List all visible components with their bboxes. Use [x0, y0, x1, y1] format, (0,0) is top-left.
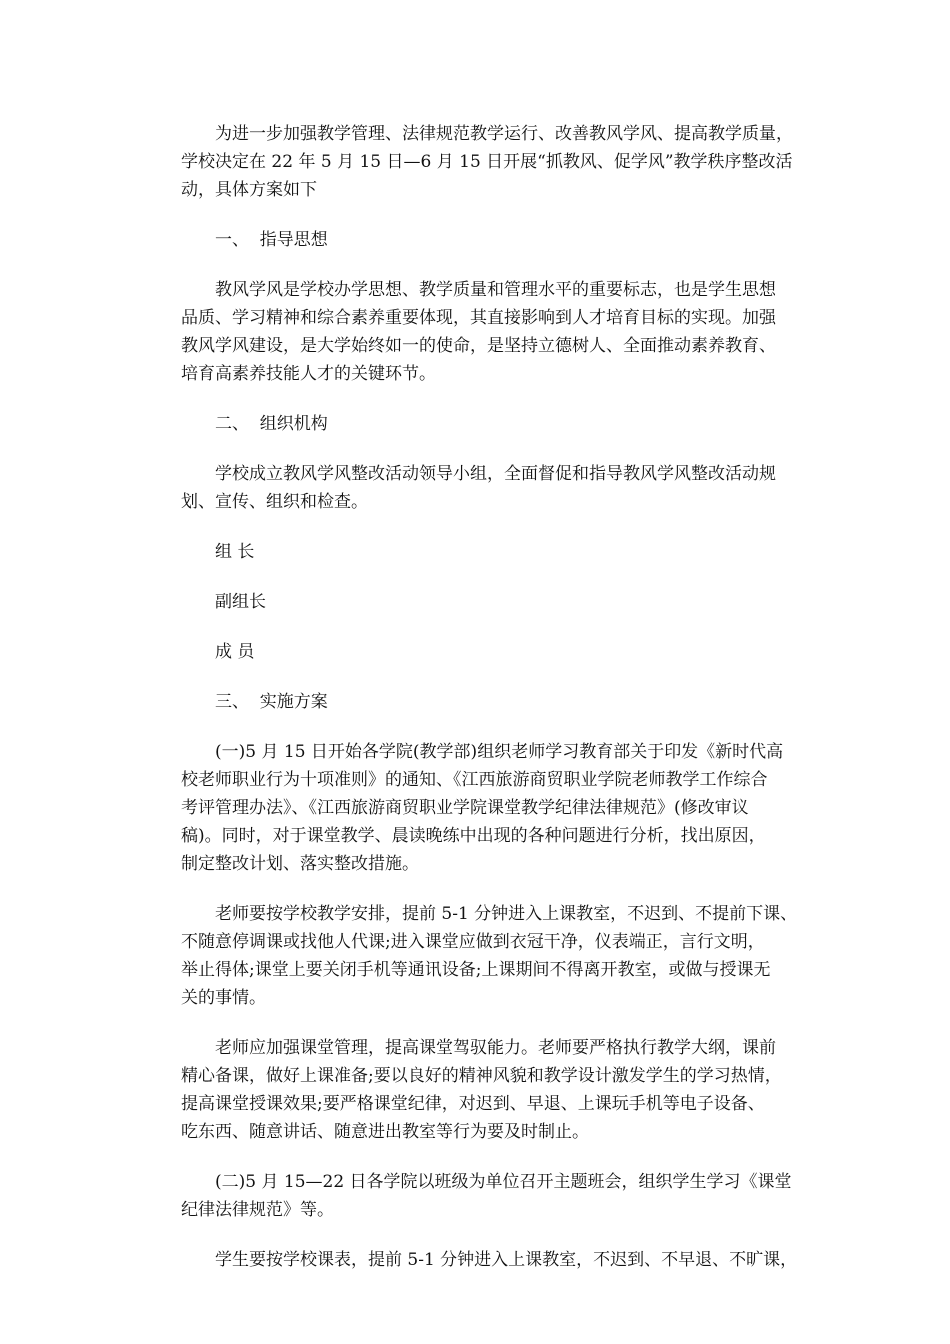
classroom-management-paragraph: [181, 1034, 781, 1146]
section-heading-guiding-thought: 一、 指导思想: [215, 230, 328, 250]
text-line: 学校决定在 22 年 5 月 15 日—6 月 15 日开展“抓教风、促学风”教学秩序整改活: [181, 152, 793, 172]
text-line: 划、宣传、组织和检查。: [181, 492, 368, 512]
text-line: 培育高素养技能人才的关键环节。: [181, 364, 436, 384]
text-line: 提高课堂授课效果;要严格课堂纪律，对迟到、早退、上课玩手机等电子设备、: [181, 1094, 765, 1114]
document-body: [181, 120, 798, 1296]
text-line: 老师要按学校教学安排，提前 5-1 分钟进入上课教室，不迟到、不提前下课、: [215, 904, 798, 924]
text-line: 举止得体;课堂上要关闭手机等通讯设备;上课期间不得离开教室，或做与授课无: [181, 960, 771, 980]
intro-paragraph: [181, 120, 793, 204]
section-heading-organization: 二、 组织机构: [215, 414, 328, 434]
role-deputy-leader: 副组长: [215, 592, 266, 612]
section-heading-implementation: 三、 实施方案: [215, 692, 328, 712]
text-line: 老师应加强课堂管理，提高课堂驾驭能力。老师要严格执行教学大纲，课前: [215, 1038, 776, 1058]
text-line: 关的事情。: [181, 988, 266, 1008]
implementation-paragraph-2: [181, 1168, 792, 1224]
guiding-thought-paragraph: [181, 276, 781, 388]
text-line: (一)5 月 15 日开始各学院(教学部)组织老师学习教育部关于印发《新时代高: [215, 742, 784, 762]
text-line: 品质、学习精神和综合素养重要体现，其直接影响到人才培育目标的实现。加强: [181, 308, 776, 328]
text-line: (二)5 月 15—22 日各学院以班级为单位召开主题班会，组织学生学习《课堂: [215, 1172, 792, 1192]
text-line: 学校成立教风学风整改活动领导小组，全面督促和指导教风学风整改活动规: [215, 464, 776, 484]
student-requirements-paragraph: [181, 1246, 798, 1274]
organization-paragraph: [181, 460, 781, 516]
text-line: 教风学风是学校办学思想、教学质量和管理水平的重要标志，也是学生思想: [215, 280, 776, 300]
text-line: 稿)。同时，对于课堂教学、晨读晚练中出现的各种问题进行分析，找出原因，: [181, 826, 766, 846]
role-leader: 组 长: [215, 542, 255, 562]
text-line: 动，具体方案如下: [181, 180, 317, 200]
text-line: 学生要按学校课表，提前 5-1 分钟进入上课教室，不迟到、不早退、不旷课，: [215, 1250, 798, 1270]
text-line: 精心备课，做好上课准备;要以良好的精神风貌和教学设计激发学生的学习热情，: [181, 1066, 782, 1086]
text-line: 考评管理办法》、《江西旅游商贸职业学院课堂教学纪律法律规范》(修改审议: [181, 798, 749, 818]
text-line: 教风学风建设，是大学始终如一的使命，是坚持立德树人、全面推动素养教育、: [181, 336, 776, 356]
teacher-requirements-paragraph: [181, 900, 798, 1012]
text-line: 校老师职业行为十项准则》的通知、《江西旅游商贸职业学院老师教学工作综合: [181, 770, 768, 790]
implementation-paragraph-1: [181, 738, 784, 878]
text-line: 为进一步加强教学管理、法律规范教学运行、改善教风学风、提高教学质量，: [215, 124, 793, 144]
text-line: 不随意停调课或找他人代课;进入课堂应做到衣冠干净，仪表端正，言行文明，: [181, 932, 765, 952]
text-line: 吃东西、随意讲话、随意进出教室等行为要及时制止。: [181, 1122, 589, 1142]
text-line: 制定整改计划、落实整改措施。: [181, 854, 419, 874]
text-line: 纪律法律规范》等。: [181, 1200, 334, 1220]
role-members: 成 员: [215, 642, 255, 662]
